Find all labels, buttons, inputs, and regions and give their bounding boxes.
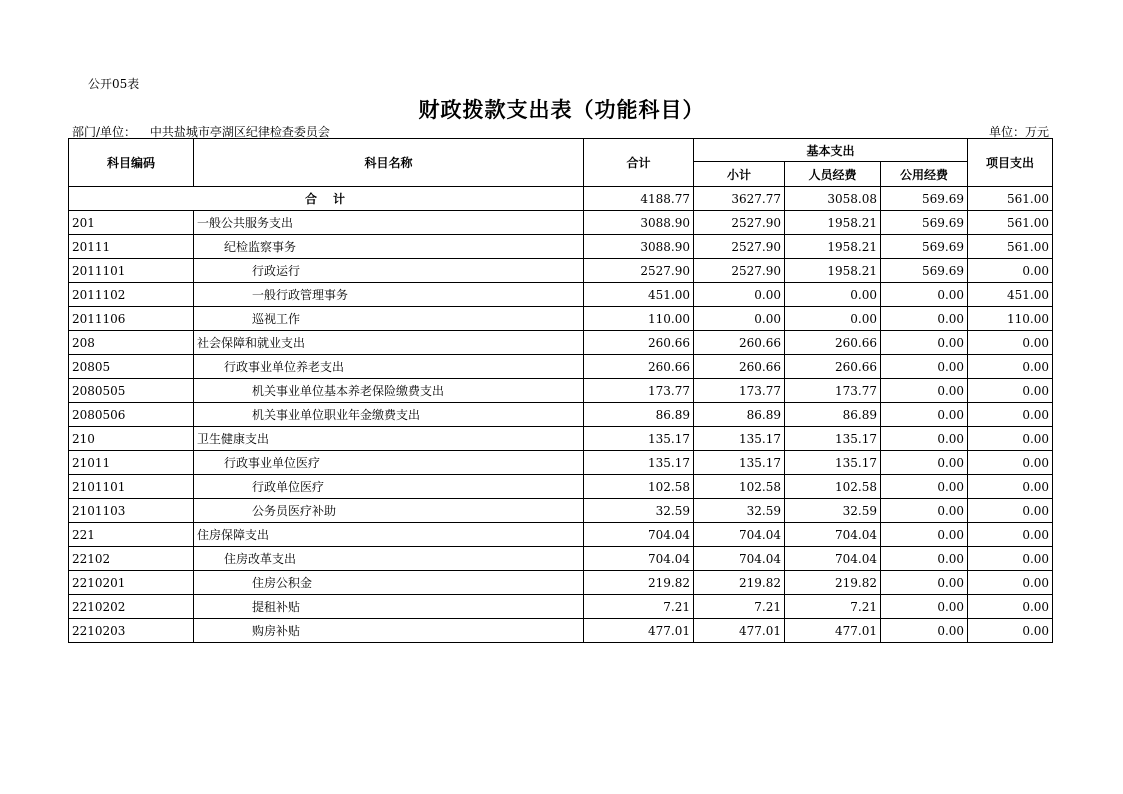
- row-personnel: 219.82: [785, 571, 881, 595]
- table-row: [69, 619, 1053, 643]
- row-name: 行政事业单位养老支出: [194, 355, 584, 379]
- row-code: 2080505: [69, 379, 194, 403]
- col-header-project: 项目支出: [968, 139, 1053, 187]
- col-header-basic: 基本支出: [694, 139, 968, 162]
- table-row: [69, 475, 1053, 499]
- row-name: 卫生健康支出: [194, 427, 584, 451]
- row-name: 行政单位医疗: [194, 475, 584, 499]
- row-public: 0.00: [881, 547, 968, 571]
- row-subtotal: 2527.90: [694, 235, 785, 259]
- row-name: 提租补贴: [194, 595, 584, 619]
- row-code: 21011: [69, 451, 194, 475]
- row-subtotal: 2527.90: [694, 259, 785, 283]
- row-total: 451.00: [584, 283, 694, 307]
- row-public: 569.69: [881, 235, 968, 259]
- table-row: [69, 499, 1053, 523]
- row-personnel: 260.66: [785, 355, 881, 379]
- row-project: 561.00: [968, 211, 1053, 235]
- total-cell-subtotal: 3627.77: [694, 187, 785, 211]
- row-subtotal: 86.89: [694, 403, 785, 427]
- row-total: 260.66: [584, 355, 694, 379]
- row-public: 0.00: [881, 379, 968, 403]
- row-subtotal: 102.58: [694, 475, 785, 499]
- row-code: 2011106: [69, 307, 194, 331]
- row-total: 173.77: [584, 379, 694, 403]
- row-personnel: 7.21: [785, 595, 881, 619]
- row-total: 704.04: [584, 547, 694, 571]
- row-name: 巡视工作: [194, 307, 584, 331]
- row-code: 2011102: [69, 283, 194, 307]
- row-public: 0.00: [881, 283, 968, 307]
- row-code: 2210202: [69, 595, 194, 619]
- row-public: 0.00: [881, 595, 968, 619]
- row-personnel: 704.04: [785, 547, 881, 571]
- row-code: 2101103: [69, 499, 194, 523]
- row-code: 2101101: [69, 475, 194, 499]
- row-code: 20111: [69, 235, 194, 259]
- row-name: 住房保障支出: [194, 523, 584, 547]
- row-total: 477.01: [584, 619, 694, 643]
- table-row: [69, 571, 1053, 595]
- row-project: 0.00: [968, 619, 1053, 643]
- row-subtotal: 2527.90: [694, 211, 785, 235]
- row-name: 社会保障和就业支出: [194, 331, 584, 355]
- table-body: [69, 187, 1053, 643]
- row-subtotal: 260.66: [694, 331, 785, 355]
- row-total: 2527.90: [584, 259, 694, 283]
- table-row: [69, 547, 1053, 571]
- row-project: 0.00: [968, 403, 1053, 427]
- table-row: [69, 451, 1053, 475]
- row-code: 210: [69, 427, 194, 451]
- row-personnel: 477.01: [785, 619, 881, 643]
- row-project: 0.00: [968, 475, 1053, 499]
- row-name: 一般公共服务支出: [194, 211, 584, 235]
- row-subtotal: 477.01: [694, 619, 785, 643]
- col-header-code: 科目编码: [69, 139, 194, 187]
- form-code: 公开05表: [88, 77, 140, 91]
- total-cell-project: 561.00: [968, 187, 1053, 211]
- col-header-name: 科目名称: [194, 139, 584, 187]
- row-subtotal: 704.04: [694, 547, 785, 571]
- row-project: 110.00: [968, 307, 1053, 331]
- department-value: 中共盐城市亭湖区纪律检查委员会: [149, 125, 330, 139]
- row-personnel: 102.58: [785, 475, 881, 499]
- row-project: 0.00: [968, 547, 1053, 571]
- row-public: 0.00: [881, 307, 968, 331]
- row-public: 0.00: [881, 403, 968, 427]
- row-public: 569.69: [881, 259, 968, 283]
- row-total: 3088.90: [584, 211, 694, 235]
- row-personnel: 0.00: [785, 283, 881, 307]
- table-row: [69, 379, 1053, 403]
- row-subtotal: 135.17: [694, 451, 785, 475]
- unit-label: 单位：万元: [988, 125, 1049, 139]
- row-personnel: 1958.21: [785, 211, 881, 235]
- row-personnel: 135.17: [785, 427, 881, 451]
- total-cell-personnel: 3058.08: [785, 187, 881, 211]
- row-public: 0.00: [881, 571, 968, 595]
- row-subtotal: 260.66: [694, 355, 785, 379]
- row-project: 0.00: [968, 499, 1053, 523]
- row-public: 569.69: [881, 211, 968, 235]
- row-name: 购房补贴: [194, 619, 584, 643]
- table-row: [69, 283, 1053, 307]
- row-total: 110.00: [584, 307, 694, 331]
- row-name: 公务员医疗补助: [194, 499, 584, 523]
- row-name: 一般行政管理事务: [194, 283, 584, 307]
- table-row: [69, 355, 1053, 379]
- row-code: 201: [69, 211, 194, 235]
- row-project: 0.00: [968, 355, 1053, 379]
- row-total: 135.17: [584, 427, 694, 451]
- row-name: 机关事业单位基本养老保险缴费支出: [194, 379, 584, 403]
- row-personnel: 704.04: [785, 523, 881, 547]
- department-label: 部门/单位：: [72, 125, 137, 139]
- row-personnel: 86.89: [785, 403, 881, 427]
- total-cell-public: 569.69: [881, 187, 968, 211]
- row-code: 20805: [69, 355, 194, 379]
- row-name: 机关事业单位职业年金缴费支出: [194, 403, 584, 427]
- row-total: 260.66: [584, 331, 694, 355]
- row-subtotal: 0.00: [694, 307, 785, 331]
- row-total: 102.58: [584, 475, 694, 499]
- col-header-public: 公用经费: [881, 162, 968, 187]
- table-row: [69, 403, 1053, 427]
- row-total: 704.04: [584, 523, 694, 547]
- row-code: 2210201: [69, 571, 194, 595]
- table-row: [69, 427, 1053, 451]
- row-project: 0.00: [968, 595, 1053, 619]
- table-row: [69, 331, 1053, 355]
- row-project: 0.00: [968, 451, 1053, 475]
- row-personnel: 173.77: [785, 379, 881, 403]
- total-row: [69, 187, 1053, 211]
- row-personnel: 135.17: [785, 451, 881, 475]
- row-subtotal: 32.59: [694, 499, 785, 523]
- table-row: [69, 259, 1053, 283]
- row-subtotal: 219.82: [694, 571, 785, 595]
- row-public: 0.00: [881, 499, 968, 523]
- row-project: 561.00: [968, 235, 1053, 259]
- row-project: 0.00: [968, 379, 1053, 403]
- row-public: 0.00: [881, 427, 968, 451]
- row-public: 0.00: [881, 355, 968, 379]
- row-project: 0.00: [968, 571, 1053, 595]
- row-name: 行政运行: [194, 259, 584, 283]
- col-header-personnel: 人员经费: [785, 162, 881, 187]
- row-subtotal: 704.04: [694, 523, 785, 547]
- row-public: 0.00: [881, 331, 968, 355]
- row-total: 7.21: [584, 595, 694, 619]
- row-total: 219.82: [584, 571, 694, 595]
- row-public: 0.00: [881, 475, 968, 499]
- table-row: [69, 595, 1053, 619]
- row-name: 纪检监察事务: [194, 235, 584, 259]
- row-subtotal: 135.17: [694, 427, 785, 451]
- total-label: 合 计: [69, 187, 584, 211]
- row-personnel: 0.00: [785, 307, 881, 331]
- row-code: 22102: [69, 547, 194, 571]
- table-row: [69, 235, 1053, 259]
- row-code: 2080506: [69, 403, 194, 427]
- row-public: 0.00: [881, 523, 968, 547]
- row-public: 0.00: [881, 451, 968, 475]
- row-project: 0.00: [968, 331, 1053, 355]
- page-title: 财政拨款支出表（功能科目）: [418, 98, 705, 122]
- row-total: 32.59: [584, 499, 694, 523]
- row-subtotal: 7.21: [694, 595, 785, 619]
- row-project: 0.00: [968, 259, 1053, 283]
- row-total: 3088.90: [584, 235, 694, 259]
- row-total: 135.17: [584, 451, 694, 475]
- row-name: 行政事业单位医疗: [194, 451, 584, 475]
- col-header-total: 合计: [584, 139, 694, 187]
- row-subtotal: 0.00: [694, 283, 785, 307]
- total-cell-total: 4188.77: [584, 187, 694, 211]
- row-project: 451.00: [968, 283, 1053, 307]
- row-subtotal: 173.77: [694, 379, 785, 403]
- row-code: 221: [69, 523, 194, 547]
- table-row: [69, 307, 1053, 331]
- row-name: 住房改革支出: [194, 547, 584, 571]
- row-personnel: 260.66: [785, 331, 881, 355]
- row-code: 208: [69, 331, 194, 355]
- row-code: 2210203: [69, 619, 194, 643]
- row-personnel: 1958.21: [785, 235, 881, 259]
- table-row: [69, 523, 1053, 547]
- row-project: 0.00: [968, 427, 1053, 451]
- table-row: [69, 211, 1053, 235]
- row-personnel: 32.59: [785, 499, 881, 523]
- row-total: 86.89: [584, 403, 694, 427]
- row-project: 0.00: [968, 523, 1053, 547]
- expenditure-table: [68, 138, 1053, 643]
- row-public: 0.00: [881, 619, 968, 643]
- row-personnel: 1958.21: [785, 259, 881, 283]
- col-header-subtotal: 小计: [694, 162, 785, 187]
- row-name: 住房公积金: [194, 571, 584, 595]
- row-code: 2011101: [69, 259, 194, 283]
